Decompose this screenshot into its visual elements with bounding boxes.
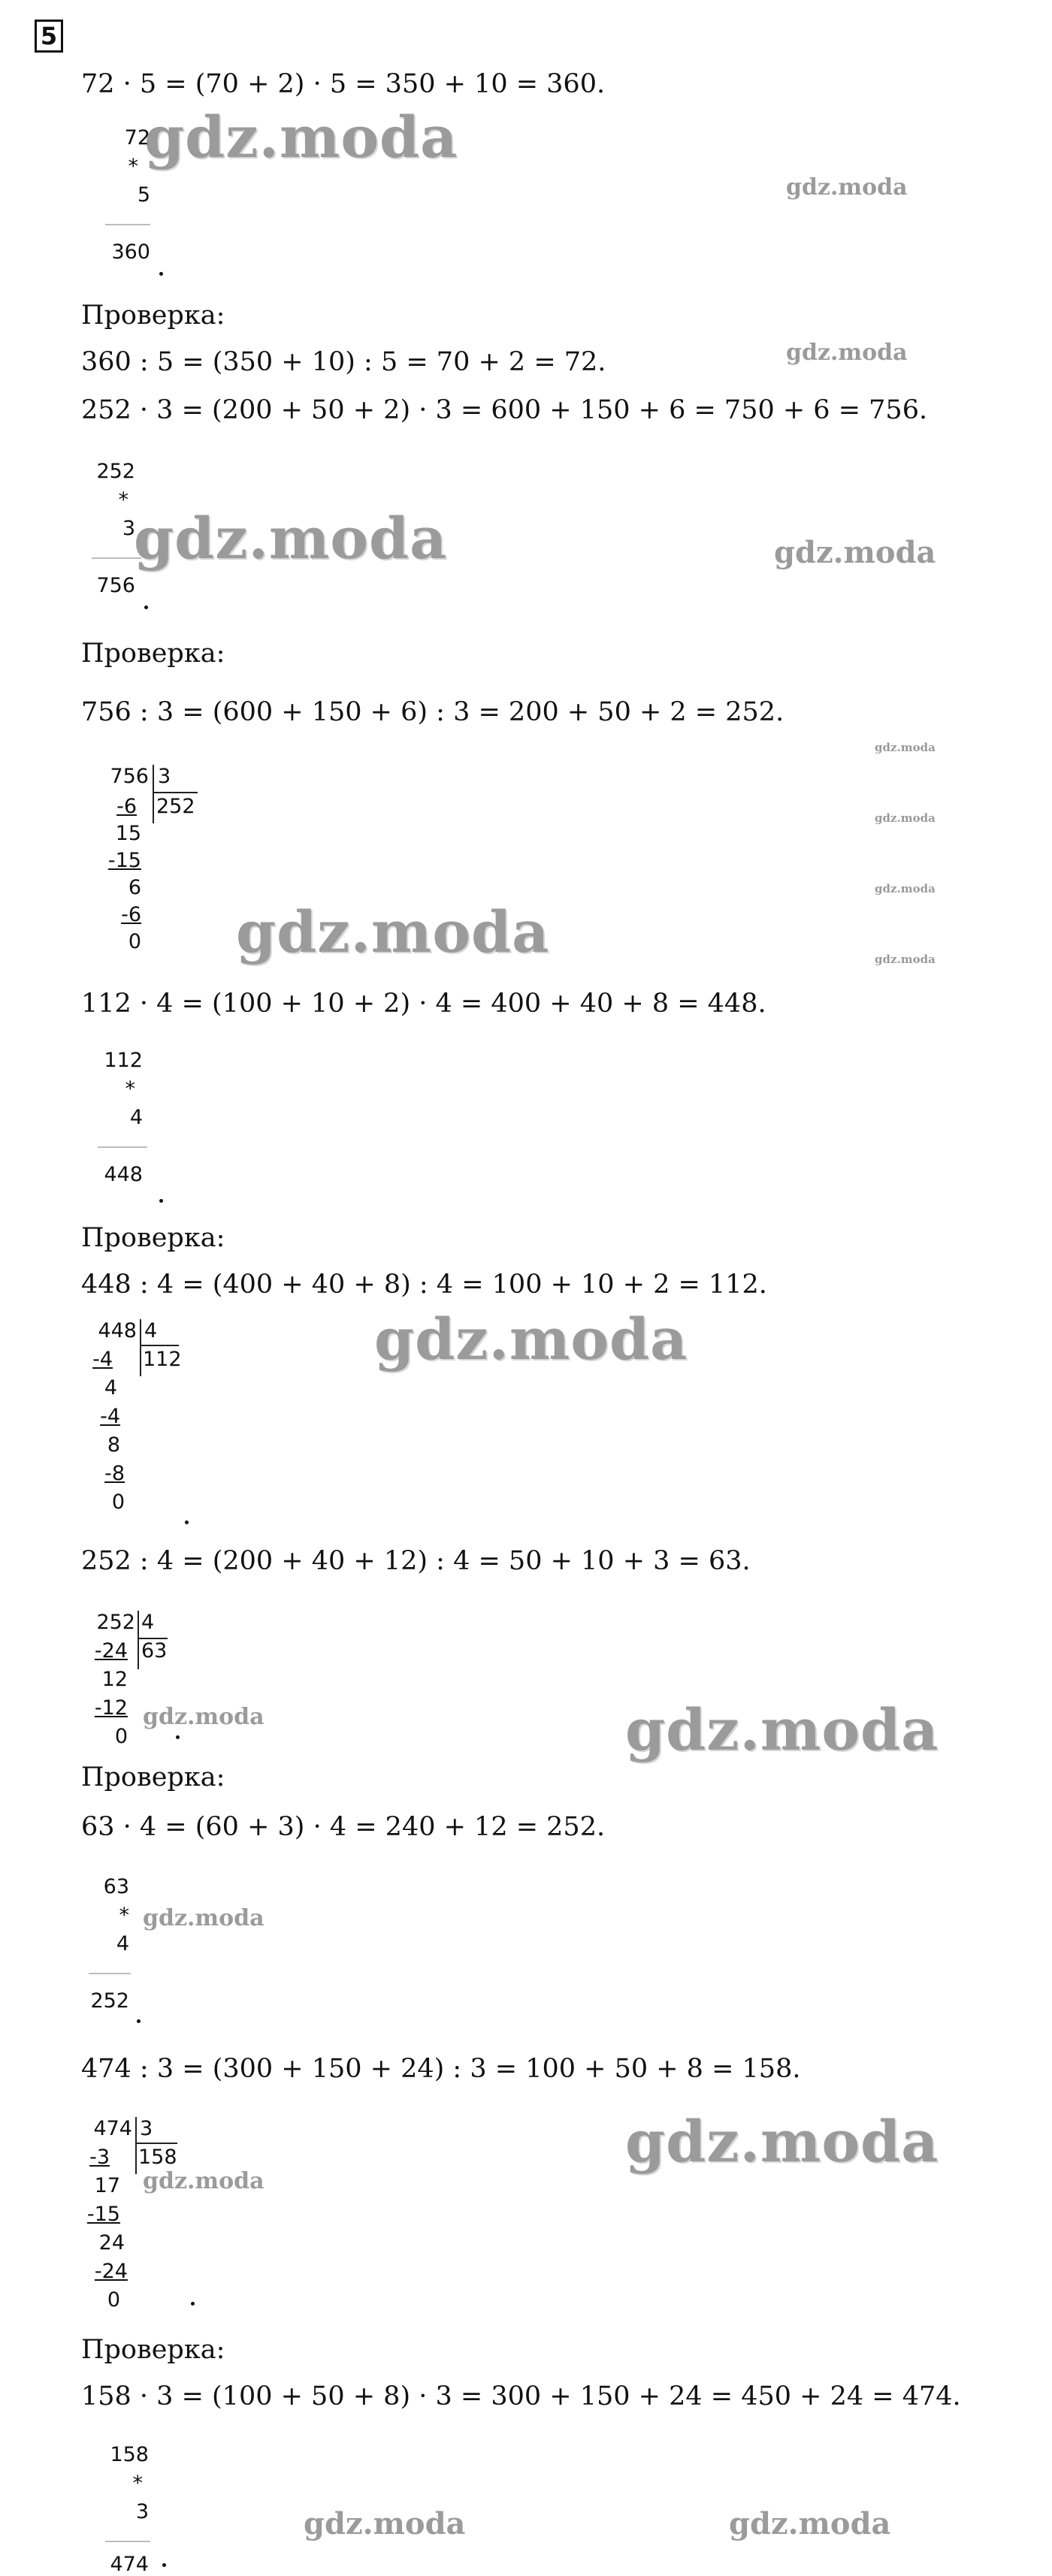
mult5-result: 474 [110, 2553, 149, 2576]
mult5-end-dot [162, 2563, 166, 2567]
div1-step-1: -6 [116, 795, 137, 818]
div4-dividend: 474 [93, 2117, 132, 2140]
mult1-result: 360 [111, 240, 150, 264]
div2-end-dot [185, 1521, 189, 1524]
equation-4: 756 : 3 = (600 + 150 + 6) : 3 = 200 + 50 + 2 = 252. [81, 697, 784, 727]
check-label-3: Проверка: [81, 1223, 225, 1253]
div4-divisor-line [135, 2143, 177, 2144]
mult2-first-factor: 252 [96, 460, 135, 483]
div4-quotient: 158 [138, 2146, 177, 2169]
watermark-small-1: gdz.moda [786, 174, 908, 201]
mult1-operator: * [128, 155, 138, 178]
watermark-large-2: gdz.moda [134, 505, 448, 572]
div1-quotient: 252 [156, 795, 195, 818]
mult5-result-line [105, 2541, 150, 2542]
div1-step-3: -15 [107, 849, 141, 872]
div4-divisor: 3 [140, 2117, 153, 2140]
div4-step-5: -24 [94, 2260, 128, 2283]
div2-step-4: 8 [107, 1433, 120, 1457]
mult1-first-factor: 72 [124, 126, 150, 149]
watermark-large-1: gdz.moda [144, 104, 458, 171]
div2-step-6: 0 [111, 1490, 125, 1514]
div1-dividend: 756 [110, 765, 149, 788]
mult2-operator: * [118, 488, 128, 512]
div4-step-2: 17 [94, 2174, 120, 2197]
div4-step-3: -15 [86, 2203, 120, 2226]
watermark-small-3: gdz.moda [143, 1704, 265, 1730]
mult4-second-factor: 4 [116, 1932, 129, 1955]
mult3-result: 448 [104, 1163, 143, 1186]
check-label-5: Проверка: [81, 2335, 225, 2365]
div2-step-5: -8 [104, 1462, 125, 1485]
div1-step-6: 0 [128, 930, 141, 953]
watermark-small-4: gdz.moda [143, 1905, 265, 1931]
div4-step-6: 0 [107, 2288, 120, 2312]
mult2-second-factor: 3 [122, 517, 135, 540]
div2-step-3: -4 [100, 1405, 120, 1428]
watermark-medium-3: gdz.moda [729, 2506, 891, 2541]
mult3-end-dot [159, 1199, 163, 1203]
mult4-result-line [89, 1973, 131, 1974]
mult3-first-factor: 112 [104, 1049, 143, 1072]
watermark-large-4: gdz.moda [374, 1306, 688, 1373]
div3-step-4: 0 [114, 1725, 128, 1748]
div1-step-4: 6 [128, 876, 141, 899]
watermark-tiny-1: gdz.moda [875, 741, 936, 754]
watermark-large-6: gdz.moda [625, 2108, 939, 2175]
div1-step-5: -6 [121, 903, 141, 926]
mult3-operator: * [125, 1077, 135, 1101]
mult5-operator: * [132, 2472, 143, 2495]
equation-1: 72 · 5 = (70 + 2) · 5 = 350 + 10 = 360. [81, 69, 606, 99]
div3-divisor: 4 [141, 1611, 155, 1634]
div3-step-3: -12 [94, 1696, 128, 1720]
mult1-end-dot [159, 272, 163, 276]
check-label-2: Проверка: [81, 639, 225, 669]
equation-5: 112 · 4 = (100 + 10 + 2) · 4 = 400 + 40 + 8 = 448. [81, 989, 766, 1019]
div3-dividend: 252 [96, 1611, 135, 1634]
mult5-second-factor: 3 [135, 2500, 149, 2523]
watermark-tiny-4: gdz.moda [875, 953, 936, 966]
mult4-end-dot [137, 2019, 141, 2023]
check-label-4: Проверка: [81, 1762, 225, 1792]
div2-quotient: 112 [143, 1348, 182, 1371]
equation-3: 252 · 3 = (200 + 50 + 2) · 3 = 600 + 150 + 6 = 750 + 6 = 756. [81, 395, 928, 425]
equation-9: 474 : 3 = (300 + 150 + 24) : 3 = 100 + 50 + 8 = 158. [81, 2054, 801, 2084]
equation-10: 158 · 3 = (100 + 50 + 8) · 3 = 300 + 150 + 24 = 450 + 24 = 474. [81, 2381, 961, 2411]
mult3-result-line [98, 1146, 147, 1148]
mult2-result: 756 [96, 574, 135, 597]
watermark-medium-1: gdz.moda [774, 535, 936, 570]
div3-step-1: -24 [94, 1639, 128, 1662]
equation-6: 448 : 4 = (400 + 40 + 8) : 4 = 100 + 10 + 2 = 112. [81, 1270, 767, 1300]
watermark-large-3: gdz.moda [236, 898, 550, 965]
watermark-medium-2: gdz.moda [304, 2506, 466, 2541]
div2-vertical-bar [140, 1319, 141, 1376]
mult4-operator: * [119, 1904, 129, 1927]
div4-step-1: -3 [89, 2146, 110, 2169]
mult2-end-dot [144, 605, 148, 609]
check-label-1: Проверка: [81, 300, 225, 331]
equation-8: 63 · 4 = (60 + 3) · 4 = 240 + 12 = 252. [81, 1812, 606, 1842]
watermark-tiny-3: gdz.moda [875, 882, 936, 895]
div3-step-2: 12 [101, 1668, 128, 1691]
equation-2: 360 : 5 = (350 + 10) : 5 = 70 + 2 = 72. [81, 347, 606, 377]
mult1-second-factor: 5 [137, 183, 150, 207]
watermark-small-5: gdz.moda [143, 2168, 265, 2194]
mult4-first-factor: 63 [103, 1875, 129, 1898]
div1-divisor-line [153, 792, 198, 793]
div2-step-1: -4 [92, 1348, 113, 1371]
div2-divisor: 4 [144, 1319, 158, 1342]
div4-end-dot [191, 2302, 195, 2306]
div1-vertical-bar [153, 765, 154, 823]
mult1-result-line [105, 224, 150, 225]
div2-step-2: 4 [104, 1376, 117, 1400]
mult5-first-factor: 158 [110, 2443, 149, 2466]
div4-step-4: 24 [98, 2231, 125, 2254]
task-number-badge: 5 [35, 20, 63, 53]
watermark-large-5: gdz.moda [625, 1696, 939, 1763]
div3-quotient: 63 [141, 1639, 168, 1662]
div3-vertical-bar [138, 1611, 139, 1669]
equation-7: 252 : 4 = (200 + 40 + 12) : 4 = 50 + 10 + 3 = 63. [81, 1546, 751, 1576]
watermark-tiny-2: gdz.moda [875, 811, 936, 825]
mult3-second-factor: 4 [129, 1106, 143, 1129]
div1-divisor: 3 [158, 765, 171, 788]
div3-end-dot [176, 1735, 180, 1739]
div2-divisor-line [140, 1345, 179, 1346]
mult4-result: 252 [90, 1989, 129, 2013]
watermark-small-2: gdz.moda [786, 340, 908, 366]
div4-vertical-bar [135, 2117, 137, 2174]
div2-dividend: 448 [98, 1319, 137, 1342]
div1-step-2: 15 [115, 822, 141, 845]
